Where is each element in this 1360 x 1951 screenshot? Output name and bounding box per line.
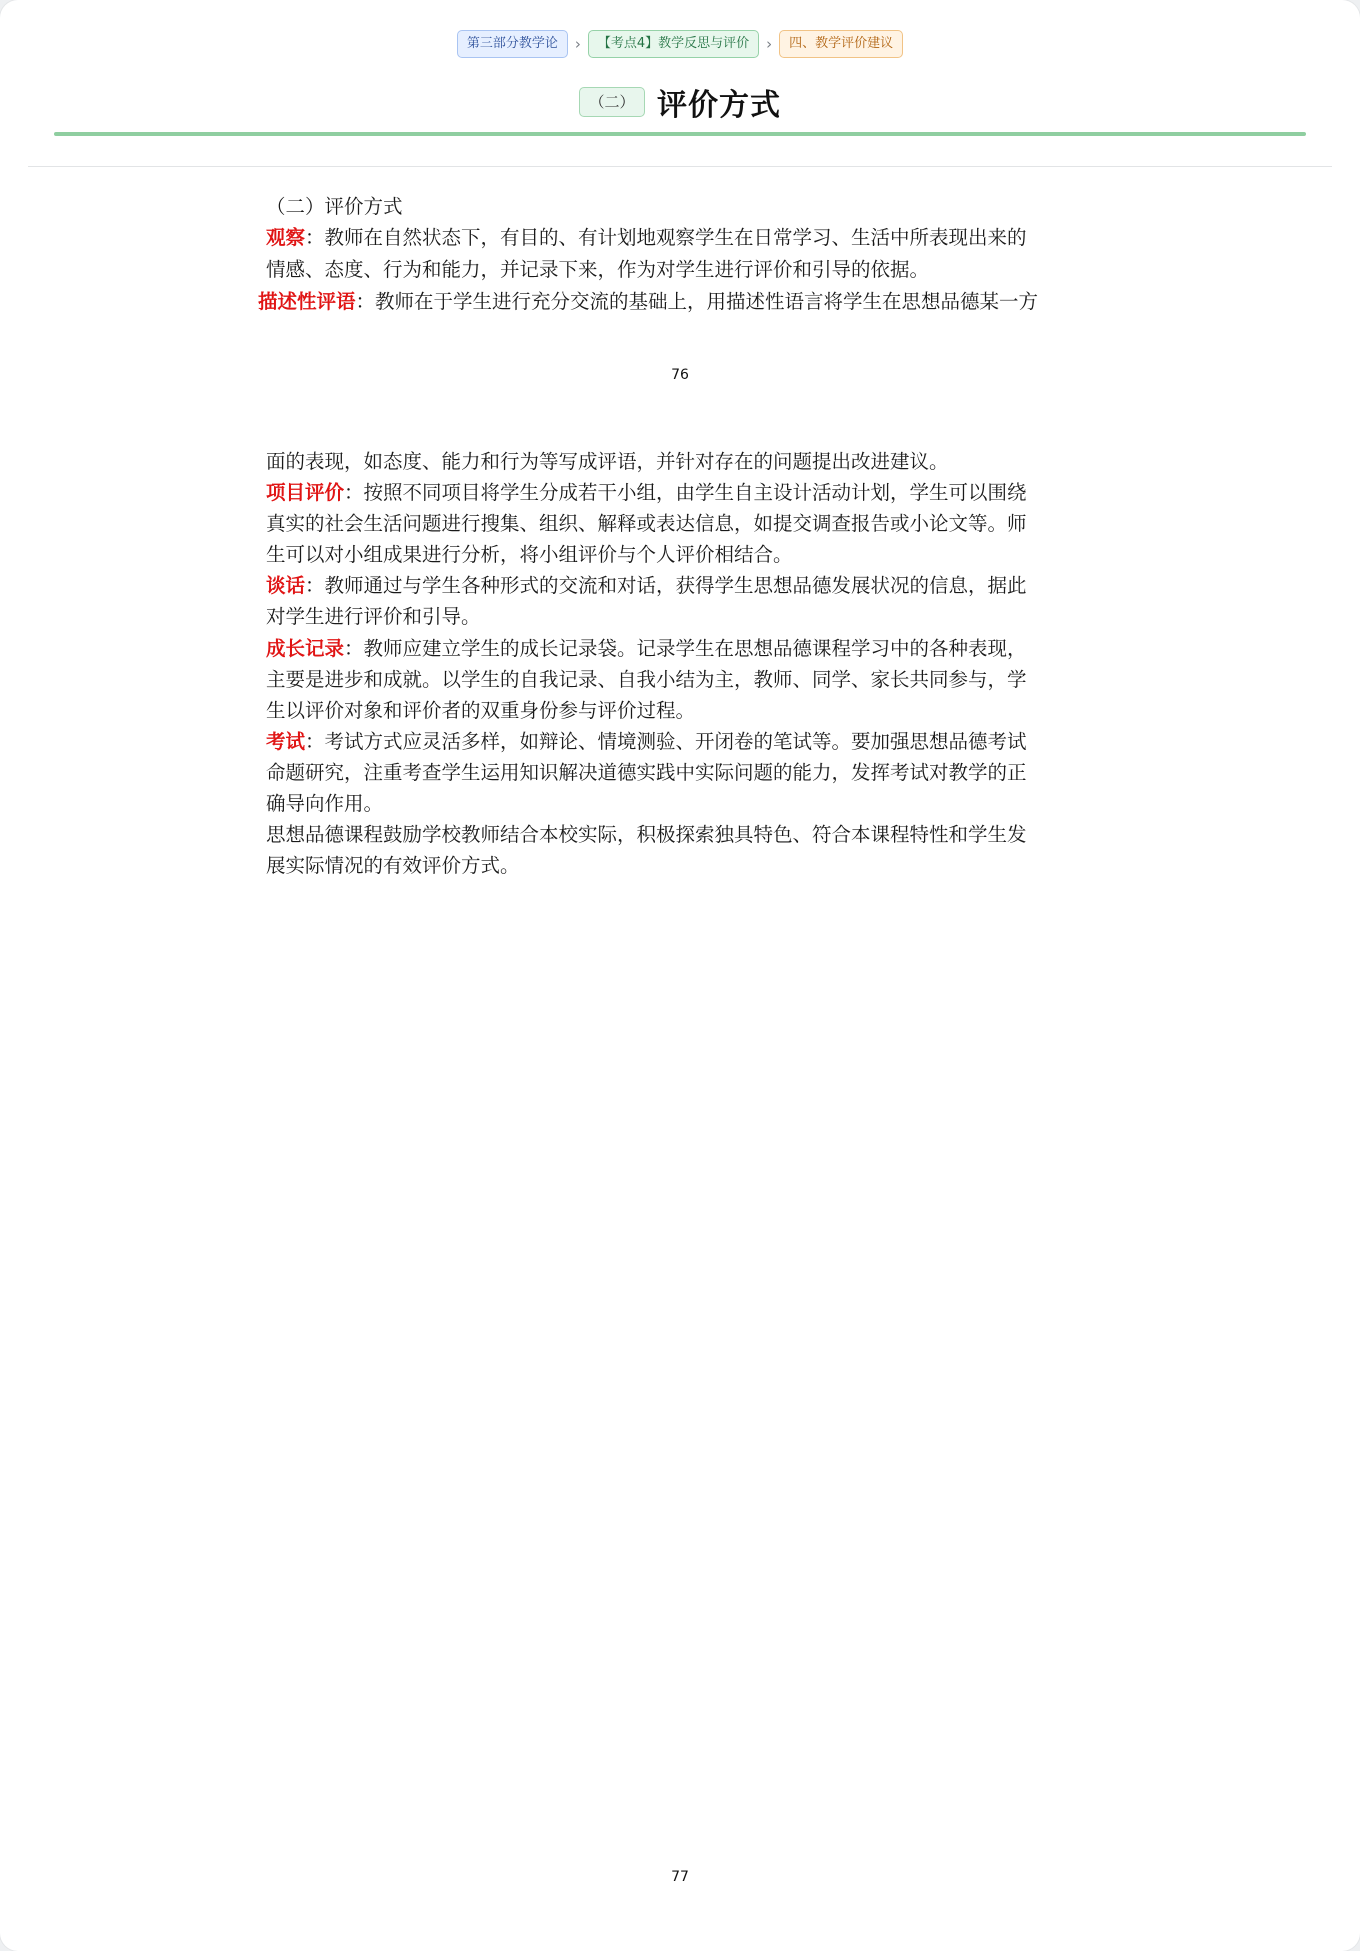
breadcrumb-item-topic[interactable]: 【考点4】教学反思与评价 (588, 30, 759, 58)
breadcrumb-separator-icon: › (574, 35, 581, 53)
term-talk: 谈话 (266, 574, 306, 597)
talk-text: ：教师通过与学生各种形式的交流和对话，获得学生思想品德发展状况的信息，据此 (305, 574, 1027, 597)
paragraph-observe-line-2: 情感、态度、行为和能力，并记录下来，作为对学生进行评价和引导的依据。 (266, 258, 930, 281)
paragraph-project-line-3: 生可以对小组成果进行分析，将小组评价与个人评价相结合。 (266, 543, 793, 566)
paragraph-observe-line-1 (266, 222, 1027, 253)
paragraph-exam-line-2: 命题研究，注重考查学生运用知识解决道德实践中实际问题的能力，发挥考试对教学的正 (266, 761, 1027, 784)
page-title: 评价方式 (657, 88, 781, 123)
term-descriptive: 描述性评语 (258, 290, 356, 313)
paragraph-growth-line-2: 主要是进步和成就。以学生的自我记录、自我小结为主，教师、同学、家长共同参与，学 (266, 668, 1027, 691)
paragraph-growth-line-1 (266, 633, 1027, 664)
paragraph-descriptive-line-2: 面的表现，如态度、能力和行为等写成评语，并针对存在的问题提出改进建议。 (266, 450, 949, 473)
breadcrumb-item-part[interactable]: 第三部分教学论 (457, 30, 568, 58)
paragraph-exam-line-3: 确导向作用。 (266, 792, 384, 815)
paragraph-talk-line-2: 对学生进行评价和引导。 (266, 605, 481, 628)
project-text: ：按照不同项目将学生分成若干小组，由学生自主设计活动计划，学生可以围绕 (344, 481, 1027, 504)
header-divider (28, 166, 1332, 167)
breadcrumb-item-section[interactable]: 四、教学评价建议 (779, 30, 903, 58)
descriptive-text: ：教师在于学生进行充分交流的基础上，用描述性语言将学生在思想品德某一方 (355, 290, 1039, 313)
paragraph-descriptive-line-1 (258, 286, 1038, 317)
term-growth: 成长记录 (266, 637, 345, 660)
page-number-76: 76 (671, 367, 689, 383)
growth-text: ：教师应建立学生的成长记录袋。记录学生在思想品德课程学习中的各种表现， (344, 637, 1027, 660)
paragraph-closing-line-1: 思想品德课程鼓励学校教师结合本校实际，积极探索独具特色、符合本课程特性和学生发 (266, 823, 1027, 846)
paragraph-project-line-2: 真实的社会生活问题进行搜集、组织、解释或表达信息，如提交调查报告或小论文等。师 (266, 512, 1027, 535)
observe-text: ：教师在自然状态下，有目的、有计划地观察学生在日常学习、生活中所表现出来的 (305, 226, 1027, 249)
paragraph-growth-line-3: 生以评价对象和评价者的双重身份参与评价过程。 (266, 699, 696, 722)
paragraph-exam-line-1 (266, 726, 1027, 757)
page-number-77: 77 (671, 1869, 689, 1885)
term-project: 项目评价 (266, 481, 345, 504)
section-number-badge: （二） (579, 87, 645, 117)
page-title-row (0, 80, 1360, 124)
paragraph-project-line-1 (266, 477, 1027, 508)
exam-text: ：考试方式应灵活多样，如辩论、情境测验、开闭卷的笔试等。要加强思想品德考试 (305, 730, 1027, 753)
breadcrumb-separator-icon: › (766, 35, 773, 53)
paragraph-closing-line-2: 展实际情况的有效评价方式。 (266, 854, 520, 877)
title-underline (54, 132, 1306, 136)
breadcrumb (0, 30, 1360, 58)
paragraph-talk-line-1 (266, 570, 1027, 601)
term-observe: 观察 (266, 226, 306, 249)
section-heading: （二）评价方式 (266, 195, 403, 218)
term-exam: 考试 (266, 730, 306, 753)
